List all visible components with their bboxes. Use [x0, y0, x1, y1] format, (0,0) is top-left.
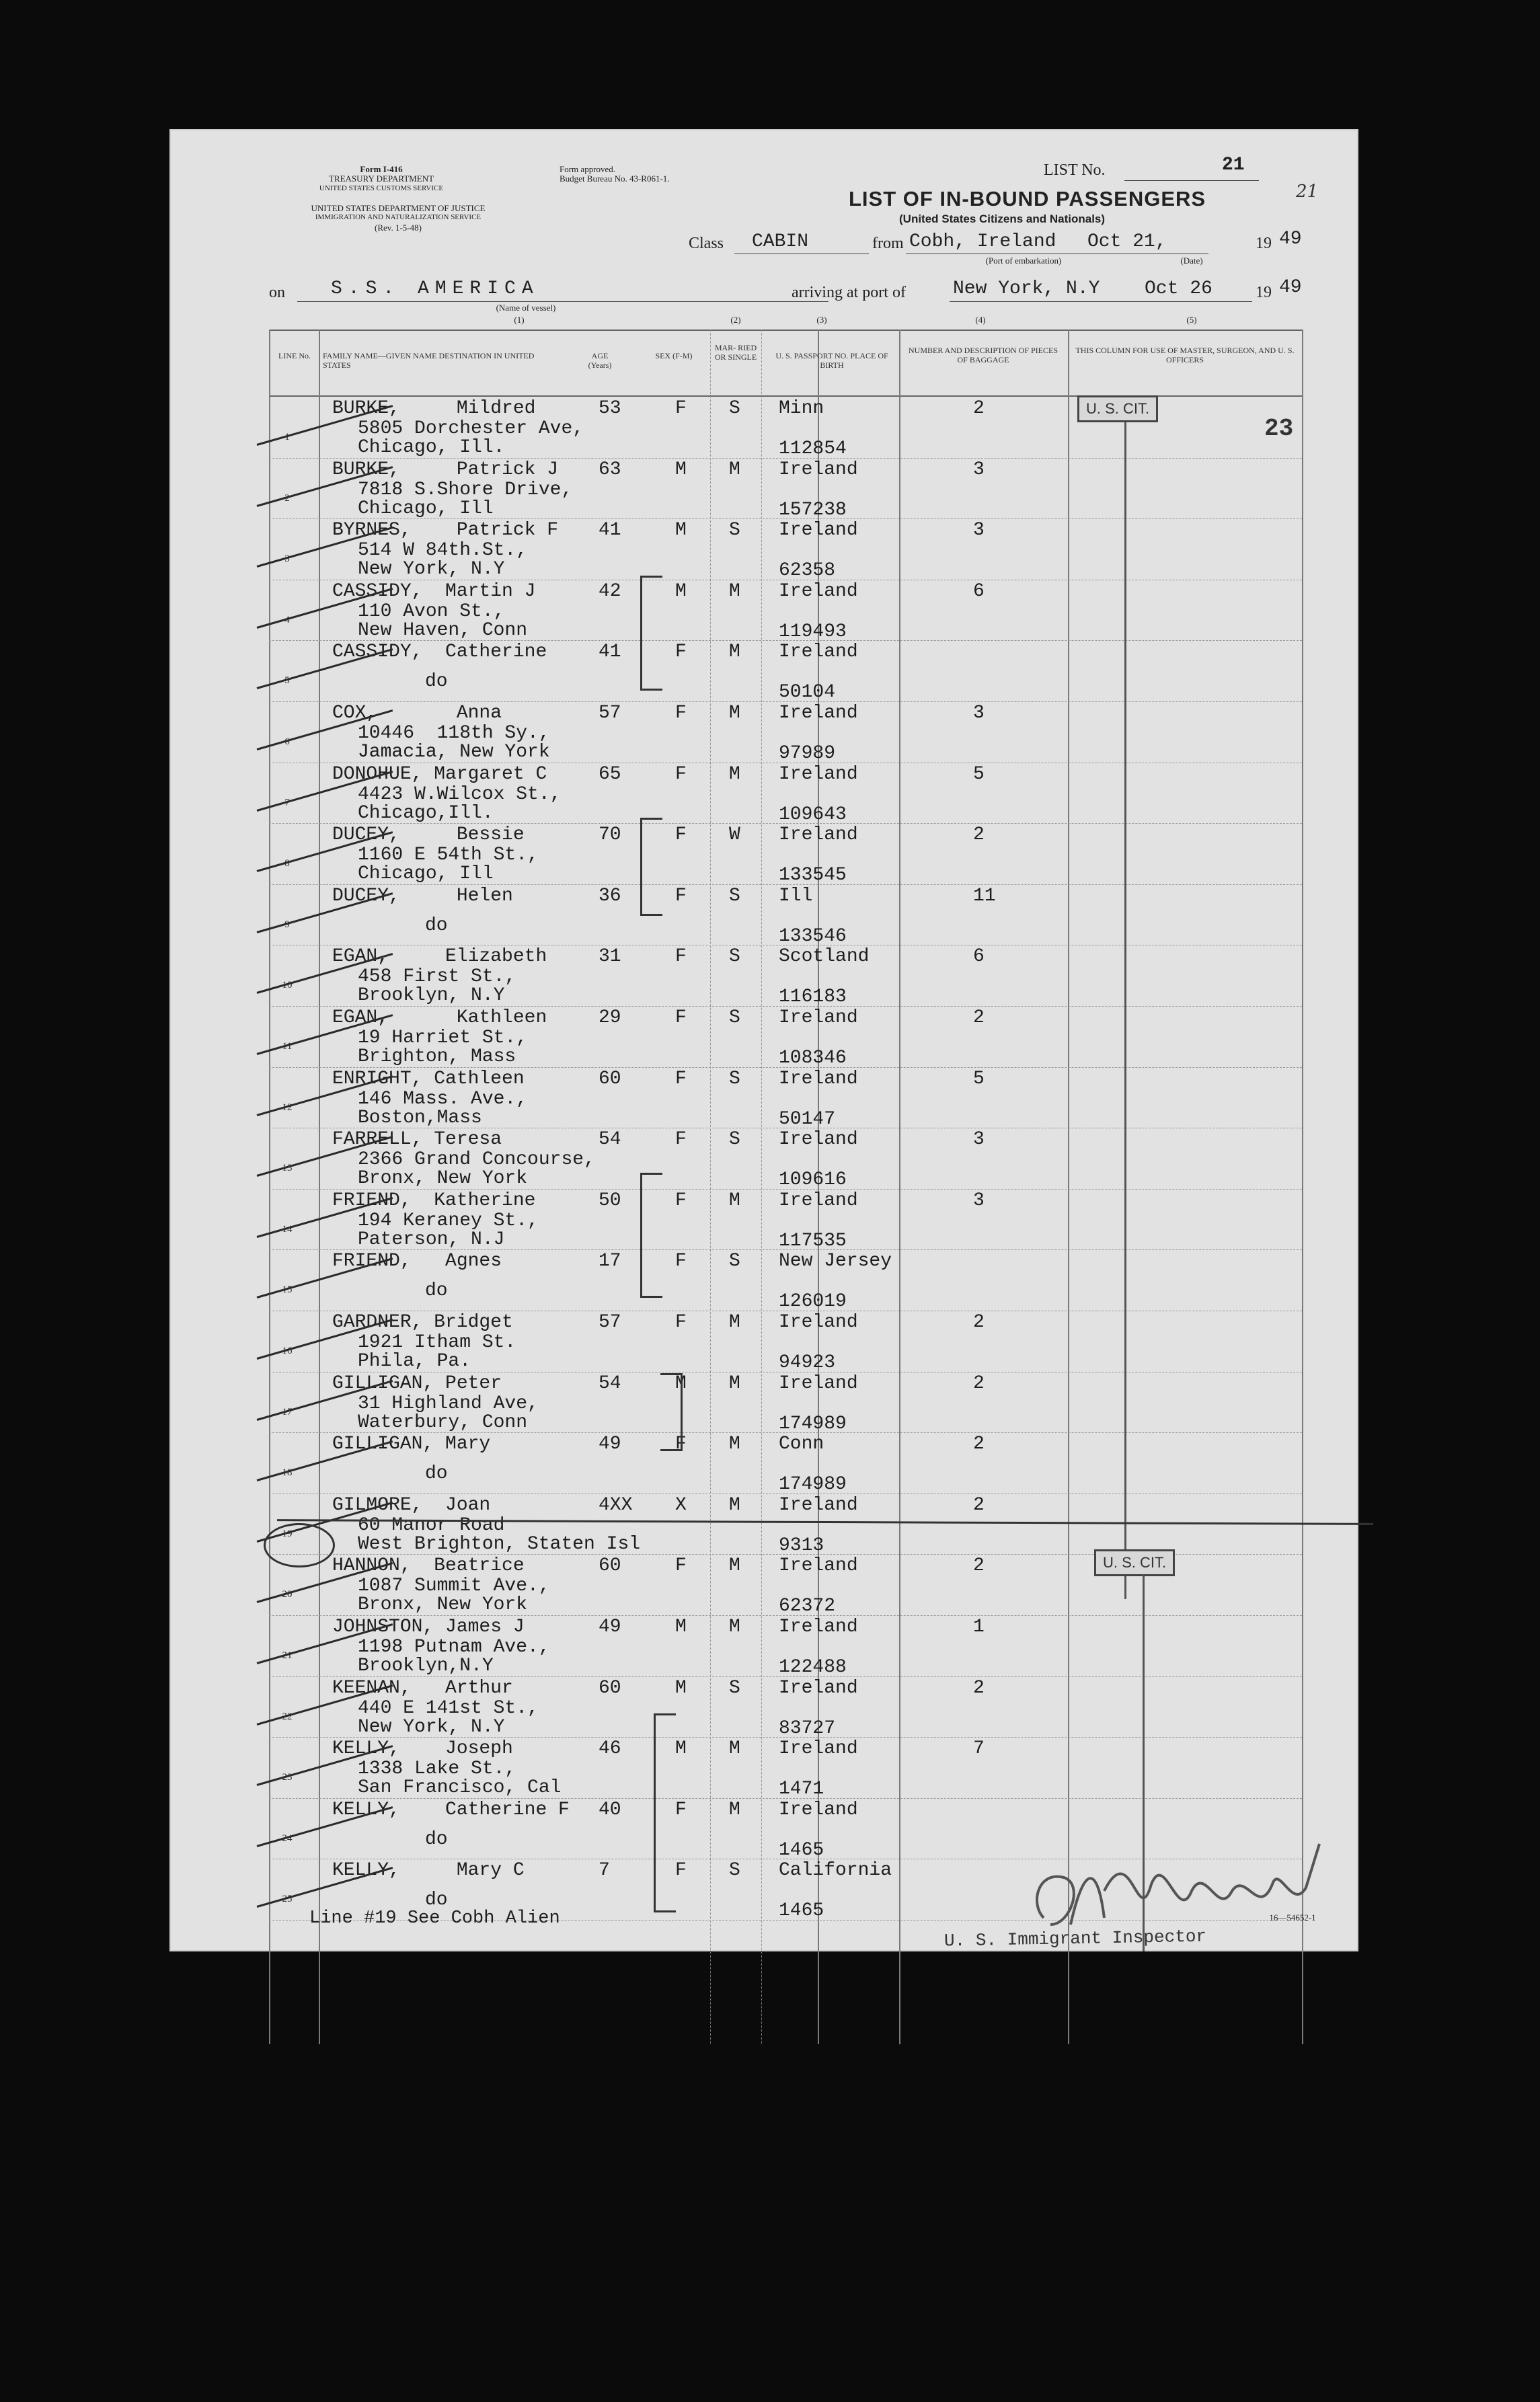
passenger-name: BURKE, Mildred — [332, 398, 536, 419]
line-number: 24 — [282, 1832, 293, 1844]
passenger-sex: F — [675, 1190, 687, 1211]
passenger-manifest-page — [169, 129, 1358, 1951]
col-num-1: (1) — [514, 315, 525, 325]
passenger-age: 54 — [599, 1129, 621, 1151]
line-number: 20 — [282, 1589, 293, 1600]
passenger-ms: S — [729, 1068, 740, 1089]
passenger-addr1: 10446 118th Sy., — [358, 723, 550, 744]
passenger-age: 57 — [599, 1312, 621, 1333]
header-officers: THIS COLUMN FOR USE OF MASTER, SURGEON, AND U. S. OFFICERS — [1075, 346, 1295, 364]
passenger-name: DUCEY, Helen — [332, 885, 513, 906]
passenger-age: 41 — [599, 520, 621, 541]
passenger-sex: F — [675, 763, 687, 785]
passenger-birth: Ireland — [779, 1555, 858, 1577]
passenger-addr1: 458 First St., — [358, 966, 516, 988]
passenger-passport: 119493 — [779, 621, 847, 642]
passenger-birth: Ireland — [779, 1738, 858, 1760]
passenger-addr1: 110 Avon St., — [358, 600, 505, 622]
passenger-addr1: 194 Keraney St., — [358, 1210, 539, 1231]
inspector-title: U. S. Immigrant Inspector — [944, 1926, 1207, 1951]
passenger-addr1: 146 Mass. Ave., — [358, 1088, 528, 1110]
passenger-ms: S — [729, 1677, 740, 1699]
passenger-name: COX, Anna — [332, 703, 502, 724]
footer-note: Line #19 See Cobh Alien — [309, 1908, 560, 1929]
arrival-port: New York, N.Y — [953, 278, 1100, 299]
passenger-addr1: 1160 E 54th St., — [358, 845, 539, 866]
passenger-ms: M — [729, 1799, 740, 1820]
passenger-sex: F — [675, 1068, 687, 1089]
passenger-ms: W — [729, 824, 740, 846]
passenger-age: 4XX — [599, 1494, 633, 1516]
passenger-addr1: 31 Highland Ave, — [358, 1393, 539, 1414]
passenger-sex: F — [675, 1555, 687, 1577]
passenger-addr2: do — [425, 1890, 448, 1911]
passenger-addr1: 60 Manor Road — [358, 1514, 505, 1536]
passenger-name: FRIEND, Agnes — [332, 1251, 502, 1272]
passenger-addr2: Jamacia, New York — [358, 742, 550, 763]
passenger-sex: M — [675, 1677, 687, 1699]
passenger-sex: F — [675, 642, 687, 663]
passenger-ms: M — [729, 1434, 740, 1455]
passenger-addr2: New York, N.Y — [358, 559, 505, 580]
passenger-birth: Ireland — [779, 1617, 858, 1637]
passenger-bags: 11 — [973, 885, 996, 906]
passenger-passport: 108346 — [779, 1048, 847, 1069]
manifest-title: LIST OF IN-BOUND PASSENGERS — [849, 187, 1206, 210]
passenger-sex: F — [675, 824, 687, 846]
passenger-bags: 2 — [973, 1494, 985, 1516]
passenger-ms: M — [729, 1494, 740, 1516]
passenger-sex: F — [675, 1007, 687, 1028]
arrival-year-prefix: 19 — [1256, 284, 1272, 301]
passenger-passport: 109616 — [779, 1169, 847, 1191]
header-baggage: NUMBER AND DESCRIPTION OF PIECES OF BAGGAGE — [908, 346, 1058, 364]
arrival-date: Oct 26 — [1145, 278, 1212, 299]
passenger-ms: M — [729, 703, 740, 724]
passenger-sex: M — [675, 1738, 687, 1760]
passenger-addr1: 1921 Itham St. — [358, 1332, 516, 1353]
passenger-addr1: 4423 W.Wilcox St., — [358, 783, 562, 805]
passenger-addr2: New Haven, Conn — [358, 619, 528, 641]
passenger-addr1: 1087 Summit Ave., — [358, 1576, 550, 1597]
line-number: 22 — [282, 1711, 293, 1722]
passenger-addr2: Paterson, N.J — [358, 1229, 505, 1250]
check-mark — [257, 1440, 393, 1481]
form-approved: Form approved. — [560, 164, 616, 174]
passenger-sex: F — [675, 1129, 687, 1151]
passenger-passport: 157238 — [779, 499, 847, 520]
passenger-addr2: San Francisco, Cal — [358, 1777, 562, 1799]
passenger-birth: Ireland — [779, 1677, 858, 1699]
passenger-age: 60 — [599, 1555, 621, 1577]
passenger-addr1: 2366 Grand Concourse, — [358, 1149, 595, 1171]
arrival-year-suffix: 49 — [1279, 277, 1302, 298]
passenger-birth: New Jersey — [779, 1251, 892, 1272]
passenger-passport: 9313 — [779, 1535, 824, 1556]
passenger-passport: 94923 — [779, 1352, 836, 1373]
passenger-birth: Ireland — [779, 580, 858, 602]
col-num-2: (2) — [730, 315, 741, 325]
line-number: 10 — [282, 980, 293, 991]
passenger-passport: 133545 — [779, 865, 847, 886]
passenger-ms: M — [729, 1372, 740, 1394]
embarkation-caption: (Port of embarkation) — [985, 256, 1062, 266]
passenger-ms: M — [729, 1555, 740, 1577]
passenger-addr2: Brooklyn, N.Y — [358, 985, 505, 1007]
passenger-birth: Ireland — [779, 1129, 858, 1151]
passenger-ms: M — [729, 1617, 740, 1637]
passenger-sex: F — [675, 1434, 687, 1455]
line-number: 11 — [282, 1041, 293, 1052]
passenger-addr1: 514 W 84th.St., — [358, 540, 528, 561]
year-prefix: 19 — [1256, 235, 1272, 252]
passenger-addr2: Chicago, Ill — [358, 863, 494, 885]
passenger-name: KELLY, Catherine F — [332, 1799, 570, 1820]
line-number: 8 — [284, 858, 290, 869]
passenger-birth: Ireland — [779, 642, 858, 663]
passenger-age: 40 — [599, 1799, 621, 1820]
passenger-bags: 3 — [973, 459, 985, 480]
passenger-birth: Minn — [779, 398, 824, 419]
passenger-age: 46 — [599, 1738, 621, 1760]
passenger-ms: S — [729, 1007, 740, 1028]
passenger-sex: X — [675, 1494, 687, 1516]
passenger-age: 41 — [599, 642, 621, 663]
passenger-passport: 133546 — [779, 925, 847, 947]
passenger-name: GILMORE, Joan — [332, 1494, 491, 1516]
check-mark — [257, 1867, 393, 1908]
line-number: 1 — [284, 432, 290, 442]
passenger-name: KELLY, Joseph — [332, 1738, 513, 1760]
passenger-passport: 117535 — [779, 1230, 847, 1251]
header-age: AGE (Years) — [588, 351, 612, 370]
line-number: 17 — [282, 1406, 293, 1418]
passenger-addr2: Bronx, New York — [358, 1168, 528, 1190]
passenger-addr2: do — [425, 915, 448, 936]
passenger-birth: Ireland — [779, 1494, 858, 1516]
passenger-addr1: 5805 Dorchester Ave, — [358, 418, 584, 439]
passenger-addr1: 1338 Lake St., — [358, 1758, 516, 1780]
passenger-name: BURKE, Patrick J — [332, 459, 559, 480]
passenger-name: GARDNER, Bridget — [332, 1312, 513, 1333]
passenger-addr2: West Brighton, Staten Isl — [358, 1533, 641, 1555]
passenger-age: 70 — [599, 824, 621, 846]
passenger-passport: 50104 — [779, 682, 836, 703]
passenger-ms: S — [729, 398, 740, 419]
passenger-birth: Ireland — [779, 520, 858, 541]
line-number: 25 — [282, 1894, 293, 1905]
passenger-bags: 2 — [973, 1677, 985, 1699]
passenger-addr2: do — [425, 1463, 448, 1485]
line-number: 19 — [282, 1528, 293, 1539]
header-line-no: LINE No. — [278, 351, 311, 360]
passenger-age: 17 — [599, 1251, 621, 1272]
passenger-age: 49 — [599, 1434, 621, 1455]
passenger-name: CASSIDY, Catherine — [332, 642, 547, 663]
passenger-addr2: do — [425, 671, 448, 693]
passenger-addr2: do — [425, 1280, 448, 1302]
passenger-ms: S — [729, 1129, 740, 1151]
customs-service: UNITED STATES CUSTOMS SERVICE — [319, 184, 444, 192]
passenger-bags: 3 — [973, 1190, 985, 1211]
passenger-name: JOHNSTON, James J — [332, 1617, 525, 1637]
passenger-name: DUCEY, Bessie — [332, 824, 525, 846]
sail-date: Oct 21, — [1087, 231, 1167, 252]
passenger-ms: S — [729, 885, 740, 906]
passenger-age: 57 — [599, 703, 621, 724]
passenger-sex: F — [675, 703, 687, 724]
passenger-bags: 3 — [973, 1129, 985, 1151]
passenger-name: ENRIGHT, Cathleen — [332, 1068, 525, 1089]
list-no-handwritten: 21 — [1296, 182, 1319, 202]
passenger-ms: M — [729, 763, 740, 785]
passenger-sex: F — [675, 1312, 687, 1333]
margin-count: 23 — [1264, 415, 1294, 442]
passenger-sex: F — [675, 1251, 687, 1272]
passenger-name: KEENAN, Arthur — [332, 1677, 513, 1699]
passenger-addr2: Chicago, Ill. — [358, 437, 505, 458]
passenger-passport: 1465 — [779, 1839, 824, 1861]
arriving-label: arriving at port of — [792, 284, 906, 301]
passenger-age: 60 — [599, 1068, 621, 1089]
passenger-bags: 2 — [973, 1372, 985, 1394]
passenger-birth: Ireland — [779, 1068, 858, 1089]
passenger-bags: 5 — [973, 1068, 985, 1089]
passenger-bags: 1 — [973, 1617, 985, 1637]
passenger-birth: Ireland — [779, 1007, 858, 1028]
ins-service: IMMIGRATION AND NATURALIZATION SERVICE — [315, 213, 482, 221]
class-value: CABIN — [752, 231, 809, 252]
passenger-ms: S — [729, 946, 740, 968]
passenger-age: 49 — [599, 1617, 621, 1637]
revision: (Rev. 1-5-48) — [375, 223, 422, 233]
passenger-passport: 109643 — [779, 804, 847, 825]
budget-bureau: Budget Bureau No. 43-R061-1. — [560, 173, 670, 184]
passenger-age: 7 — [599, 1860, 610, 1882]
passenger-name: GILLIGAN, Peter — [332, 1372, 502, 1394]
passenger-addr1: 1198 Putnam Ave., — [358, 1637, 550, 1658]
passenger-sex: M — [675, 520, 687, 541]
header-name: FAMILY NAME—GIVEN NAME DESTINATION IN UNITED STATES — [323, 351, 535, 370]
passenger-name: EGAN, Elizabeth — [332, 946, 547, 968]
passenger-age: 60 — [599, 1677, 621, 1699]
us-citizen-stamp-2: U. S. CIT. — [1094, 1549, 1175, 1576]
passenger-bags: 5 — [973, 763, 985, 785]
line-number: 14 — [282, 1223, 293, 1235]
passenger-birth: Scotland — [779, 946, 870, 968]
passenger-addr1: 19 Harriet St., — [358, 1028, 528, 1048]
line-number: 4 — [284, 614, 290, 625]
passenger-birth: Ireland — [779, 1312, 858, 1333]
line-number: 5 — [284, 675, 290, 687]
header-passport: U. S. PASSPORT NO. PLACE OF BIRTH — [775, 351, 888, 370]
passenger-ms: M — [729, 642, 740, 663]
passenger-passport: 83727 — [779, 1717, 836, 1739]
list-no-label: LIST No. — [1044, 161, 1106, 179]
passenger-bags: 2 — [973, 1555, 985, 1577]
passenger-bags: 2 — [973, 1007, 985, 1028]
passenger-ms: S — [729, 1251, 740, 1272]
passenger-name: BYRNES, Patrick F — [332, 520, 559, 541]
passenger-name: FRIEND, Katherine — [332, 1190, 536, 1211]
passenger-passport: 62372 — [779, 1596, 836, 1617]
passenger-ms: M — [729, 1312, 740, 1333]
form-number: Form I-416 — [360, 164, 403, 174]
passenger-birth: Ireland — [779, 1372, 858, 1394]
col-num-5: (5) — [1186, 315, 1197, 325]
passenger-addr2: Brooklyn,N.Y — [358, 1656, 494, 1676]
passenger-addr2: Boston,Mass — [358, 1107, 482, 1128]
check-mark — [257, 649, 393, 690]
passenger-bags: 2 — [973, 1434, 985, 1455]
line-number: 23 — [282, 1772, 293, 1783]
passenger-birth: Ireland — [779, 763, 858, 785]
passenger-passport: 1465 — [779, 1900, 824, 1922]
passenger-age: 50 — [599, 1190, 621, 1211]
passenger-addr2: Bronx, New York — [358, 1594, 528, 1616]
passenger-ms: S — [729, 520, 740, 541]
check-mark — [257, 892, 393, 933]
passenger-addr1: 7818 S.Shore Drive, — [358, 479, 573, 500]
passenger-age: 63 — [599, 459, 621, 480]
treasury-dept: TREASURY DEPARTMENT — [328, 173, 434, 184]
from-label: from — [872, 235, 904, 252]
header-married: MAR- RIED OR SINGLE — [714, 343, 757, 362]
passenger-birth: Ireland — [779, 1799, 858, 1820]
passenger-passport: 50147 — [779, 1108, 836, 1130]
form-code: 16—54652-1 — [1269, 1912, 1316, 1923]
passenger-birth: Ireland — [779, 459, 858, 480]
passenger-bags: 2 — [973, 398, 985, 419]
manifest-subtitle: (United States Citizens and Nationals) — [899, 212, 1106, 225]
passenger-addr2: Chicago, Ill — [358, 498, 494, 519]
year-suffix: 49 — [1279, 229, 1302, 249]
passenger-bags: 6 — [973, 946, 985, 968]
passenger-addr2: do — [425, 1828, 448, 1850]
passenger-passport: 116183 — [779, 986, 847, 1008]
passenger-birth: Ill — [779, 885, 813, 906]
justice-dept: UNITED STATES DEPARTMENT OF JUSTICE — [311, 203, 486, 213]
us-citizen-stamp: U. S. CIT. — [1077, 395, 1158, 422]
line-number: 21 — [282, 1650, 293, 1661]
passenger-birth: Ireland — [779, 1190, 858, 1211]
col-num-4: (4) — [975, 315, 986, 325]
passenger-name: CASSIDY, Martin J — [332, 580, 536, 602]
passenger-passport: 174989 — [779, 1474, 847, 1496]
passenger-bags: 7 — [973, 1738, 985, 1760]
passenger-birth: Conn — [779, 1434, 824, 1455]
passenger-age: 54 — [599, 1372, 621, 1394]
check-mark — [257, 1806, 393, 1847]
passenger-passport: 174989 — [779, 1413, 847, 1434]
vessel-caption: (Name of vessel) — [496, 303, 556, 313]
passenger-passport: 122488 — [779, 1657, 847, 1678]
passenger-age: 36 — [599, 885, 621, 906]
passenger-sex: F — [675, 398, 687, 419]
line-number: 6 — [284, 736, 290, 747]
passenger-name: FARRELL, Teresa — [332, 1129, 502, 1151]
passenger-birth: California — [779, 1860, 892, 1882]
passenger-age: 29 — [599, 1007, 621, 1028]
passenger-addr2: Waterbury, Conn — [358, 1411, 528, 1433]
line-number: 2 — [284, 492, 290, 504]
line-number: 9 — [284, 919, 290, 930]
col-num-3: (3) — [816, 315, 827, 325]
line-number: 16 — [282, 1346, 293, 1356]
line-number: 18 — [282, 1467, 293, 1479]
passenger-name: HANNON, Beatrice — [332, 1555, 525, 1577]
list-no: 21 — [1222, 155, 1245, 176]
passenger-age: 65 — [599, 763, 621, 785]
passenger-age: 53 — [599, 398, 621, 419]
passenger-birth: Ireland — [779, 703, 858, 724]
passenger-addr2: New York, N.Y — [358, 1716, 505, 1738]
passenger-ms: M — [729, 1190, 740, 1211]
passenger-passport: 126019 — [779, 1291, 847, 1313]
passenger-bags: 3 — [973, 703, 985, 724]
passenger-ms: M — [729, 1738, 740, 1760]
passenger-name: KELLY, Mary C — [332, 1860, 525, 1882]
passenger-passport: 1471 — [779, 1779, 824, 1800]
passenger-sex: M — [675, 459, 687, 480]
passenger-bags: 2 — [973, 824, 985, 846]
embarkation-port: Cobh, Ireland — [909, 231, 1056, 252]
passenger-ms: S — [729, 1860, 740, 1882]
passenger-sex: M — [675, 580, 687, 602]
passenger-passport: 62358 — [779, 560, 836, 582]
passenger-sex: F — [675, 946, 687, 968]
passenger-passport: 112854 — [779, 438, 847, 459]
passenger-addr2: Chicago,Ill. — [358, 802, 494, 824]
passenger-age: 42 — [599, 580, 621, 602]
passenger-sex: F — [675, 885, 687, 906]
line-number: 12 — [282, 1101, 293, 1113]
passenger-bags: 2 — [973, 1312, 985, 1333]
passenger-bags: 6 — [973, 580, 985, 602]
header-sex: SEX (F-M) — [655, 351, 693, 360]
line-number: 13 — [282, 1163, 293, 1174]
passenger-addr2: Brighton, Mass — [358, 1046, 516, 1067]
check-mark — [257, 1258, 393, 1299]
passenger-name: GILLIGAN, Mary — [332, 1434, 491, 1455]
passenger-addr2: Phila, Pa. — [358, 1351, 471, 1372]
passenger-name: EGAN, Kathleen — [332, 1007, 547, 1028]
line-number: 7 — [284, 797, 290, 808]
passenger-age: 31 — [599, 946, 621, 968]
passenger-addr1: 440 E 141st St., — [358, 1697, 539, 1719]
passenger-ms: M — [729, 459, 740, 480]
passenger-sex: F — [675, 1860, 687, 1882]
passenger-sex: F — [675, 1799, 687, 1820]
on-label: on — [269, 284, 285, 301]
passenger-birth: Ireland — [779, 824, 858, 846]
line-number: 15 — [282, 1284, 293, 1296]
class-label: Class — [689, 235, 724, 252]
passenger-sex: M — [675, 1372, 687, 1394]
vessel-name: S.S. AMERICA — [331, 278, 539, 299]
passenger-ms: M — [729, 580, 740, 602]
passenger-sex: M — [675, 1617, 687, 1637]
passenger-bags: 3 — [973, 520, 985, 541]
date-caption: (Date) — [1180, 256, 1203, 266]
passenger-name: DONOHUE, Margaret C — [332, 763, 547, 785]
line-number: 3 — [284, 553, 290, 565]
passenger-passport: 97989 — [779, 743, 836, 764]
